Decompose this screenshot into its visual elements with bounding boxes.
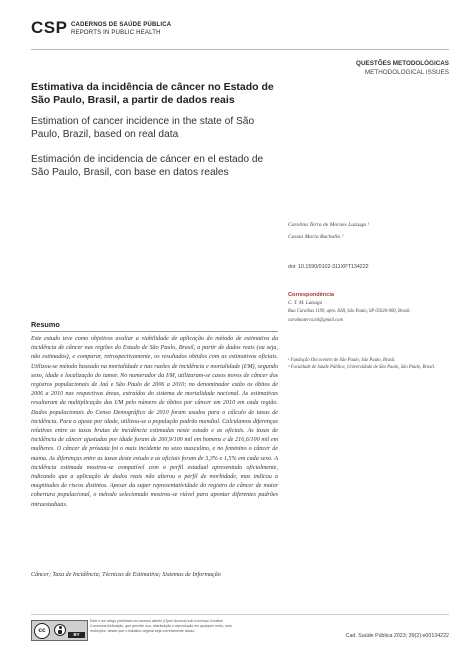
journal-logo: CSP xyxy=(31,18,68,37)
abstract-heading: Resumo xyxy=(31,320,60,329)
article-title-es: Estimación de incidencia de cáncer en el estado de São Paulo, Brasil, con base en datos reales xyxy=(31,154,264,178)
section-label-pt: QUESTÕES METODOLÓGICAS xyxy=(356,60,449,67)
abstract-divider xyxy=(31,331,278,332)
license-text: Este é um artigo publicado em acesso aberto (Open Access) sob a licença Creative Commons Atribuição, que permite uso, distribuição e reprodução em qualquer meio, sem restrições, desde que o trabalho original seja corretamente citado. xyxy=(90,619,232,633)
article-title-pt: Estimativa da incidência de câncer no Estado de São Paulo, Brasil, a partir de dados reais xyxy=(31,81,274,106)
article-title-en: Estimation of cancer incidence in the state of São Paulo, Brazil, based on real data xyxy=(31,116,255,140)
correspondence-email[interactable]: carolinaterra.ml@gmail.com xyxy=(288,318,343,323)
journal-citation: Cad. Saúde Pública 2023; 39(2):e00134222 xyxy=(345,633,449,639)
journal-name-pt: CADERNOS DE SAÚDE PÚBLICA xyxy=(71,22,172,28)
section-label-en: METHODOLOGICAL ISSUES xyxy=(364,69,449,76)
header-divider xyxy=(31,49,449,50)
abstract-body: Este estudo teve como objetivos avaliar a viabilidade de aplicação do método de estimativa da incidência de câncer nas regiões do Estado de São Paulo, Brasil, a partir de dados reais (ou seja, não estimados), e comparar, retrospectivamente, os resultados obtidos com as estimativas oficiais. Utilizou-se método baseado na mortalidade e nas razões de incidência e mortalidade (I/M), segundo sexo, idade e localização do tumor. No numerador da I/M, utilizaram-se casos novos de câncer dos registros populacionais de Jaú e São Paulo de 2006 a 2010; no denominador estão os óbitos de 2006 a 2010 nas respectivas áreas, extraídos do sistema de mortalidade nacional. As estimativas resultaram da multiplicação das I/M pelo número de óbitos por câncer em 2010 em cada região. Dados populacionais do Censo Demográfico de 2010 foram usados para o cálculo de taxas de incidência. Para o ajuste por idade, utilizou-se a população padrão mundial. Calculamos diferenças relativas entre as taxas brutas de incidência estimadas neste estudo e as oficiais. As taxas de incidência de câncer ajustadas por idade foram de 260,9/100 mil em homens e de 216,6/100 mil em mulheres. O câncer de próstata foi o mais incidente no sexo masculino, e no feminino o câncer de mama. As diferenças entre as taxas deste estudo e as oficiais foram de 3,3% e 1,5% em cada sexo. A incidência estimada mostrou-se compatível com o perfil estadual apresentado oficialmente, indicando que a aplicação de dados reais não alterou o perfil de morbidade, mas indicou a magnitudes de riscos distintos. Apesar da super representatividade do registro de câncer de maior cobertura populacional, o método selecionado mostrou-se viável para apontar diferentes padrões intraestaduais. xyxy=(31,336,278,508)
correspondence-name: C. T. M. Luizaga xyxy=(288,300,323,306)
cc-by-license-badge[interactable] xyxy=(31,620,88,641)
footer-divider xyxy=(31,614,449,615)
attribution-icon xyxy=(54,624,66,636)
affiliation-2: ² Faculdade de Saúde Pública, Universidade de São Paulo, São Paulo, Brasil. xyxy=(288,365,436,370)
by-label: BY xyxy=(68,632,85,638)
doi-link[interactable]: doi: 10.1590/0102-311XPT134222 xyxy=(288,264,369,270)
correspondence-heading: Correspondência xyxy=(288,292,335,298)
correspondence-address: Rua Caraíbas 1199, apto. 82B, São Paulo, SP 05020-000, Brasil. xyxy=(288,309,411,314)
keywords: Câncer; Taxa de Incidência; Técnicas de Estimativa; Sistemas de Informação xyxy=(31,572,221,578)
author-1: Carolina Terra de Moraes Luizaga ¹ xyxy=(288,222,370,228)
affiliation-1: ¹ Fundação Oncocentro de São Paulo, São Paulo, Brasil. xyxy=(288,358,396,363)
cc-icon: cc xyxy=(34,623,50,639)
journal-name-en: REPORTS IN PUBLIC HEALTH xyxy=(71,30,161,36)
author-2: Cassia Maria Buchalla ² xyxy=(288,234,344,240)
